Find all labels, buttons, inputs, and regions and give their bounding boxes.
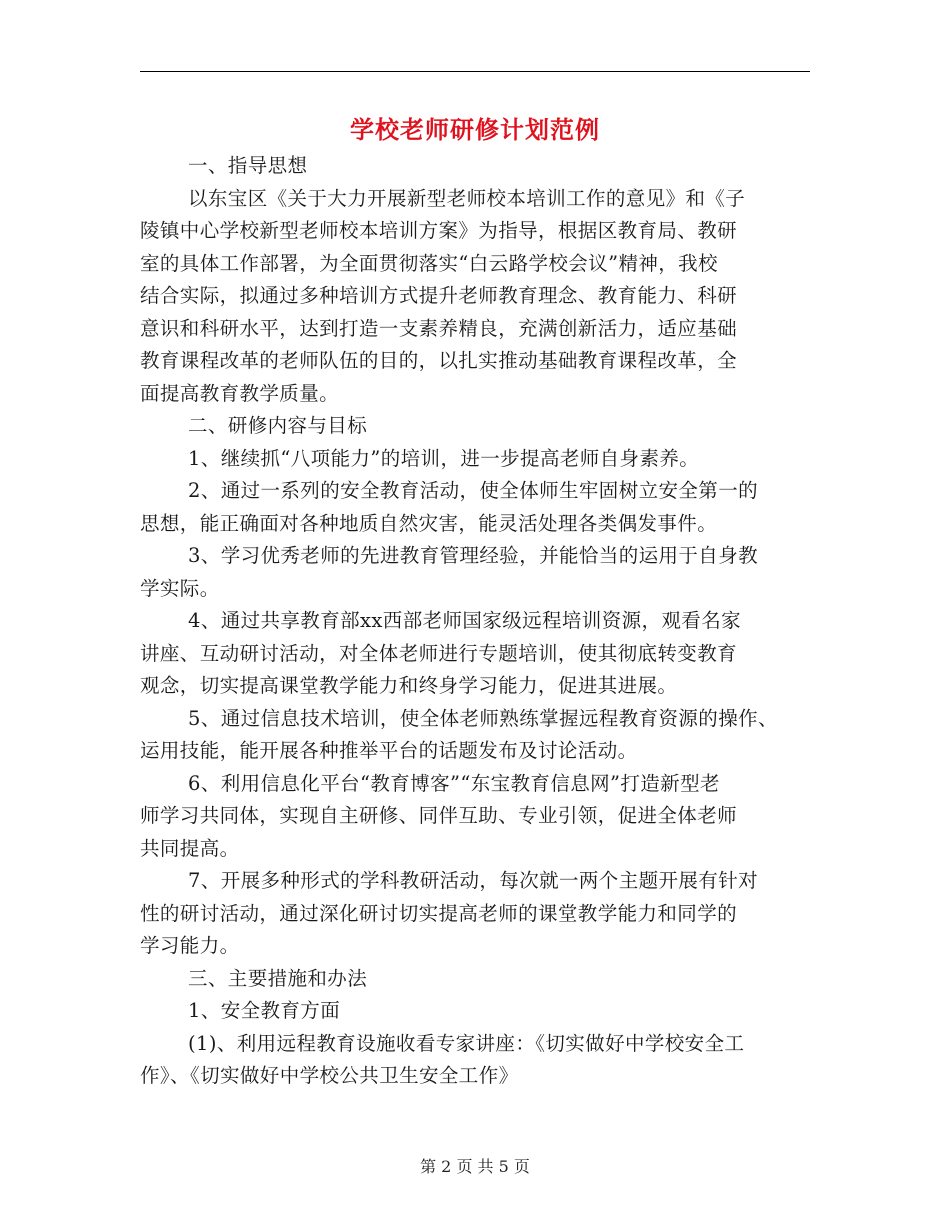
text-line: 共同提高。 xyxy=(140,836,240,860)
text-line: 学习能力。 xyxy=(140,934,240,957)
text-line: 一、指导思想 xyxy=(188,154,308,177)
document-title: 学校老师研修计划范例 xyxy=(350,115,600,144)
page-footer: 第 2 页 共 5 页 xyxy=(420,1157,530,1176)
text-line: 2、通过一系列的安全教育活动，使全体师生牢固树立安全第一的 xyxy=(188,479,759,502)
text-line: 讲座、互动研讨活动，对全体老师进行专题培训，使其彻底转变教育 xyxy=(140,641,738,665)
text-line: 意识和科研水平，达到打造一支素养精良，充满创新活力，适应基础 xyxy=(140,316,738,340)
text-line: 学实际。 xyxy=(140,576,220,600)
text-line: 观念，切实提高课堂教学能力和终身学习能力，促进其进展。 xyxy=(140,674,678,697)
text-line: 1、安全教育方面 xyxy=(188,999,341,1022)
text-line: 4、通过共享教育部xx西部老师国家级远程培训资源，观看名家 xyxy=(188,609,742,632)
text-line: 7、开展多种形式的学科教研活动，每次就一两个主题开展有针对 xyxy=(188,869,759,892)
text-line: 3、学习优秀老师的先进教育管理经验，并能恰当的运用于自身教 xyxy=(188,544,759,567)
text-line: 思想，能正确面对各种地质自然灾害，能灵活处理各类偶发事件。 xyxy=(140,511,718,535)
text-line: 三、主要措施和办法 xyxy=(188,966,368,990)
text-line: 1、继续抓“八项能力”的培训，进一步提高老师自身素养。 xyxy=(188,446,700,470)
text-line: 作》、《切实做好中学校公共卫生安全工作》 xyxy=(140,1064,519,1087)
text-line: 面提高教育教学质量。 xyxy=(140,381,340,405)
text-line: 结合实际，拟通过多种培训方式提升老师教育理念、教育能力、科研 xyxy=(140,284,738,307)
text-line: 以东宝区《关于大力开展新型老师校本培训工作的意见》和《子 xyxy=(188,186,746,210)
document-body xyxy=(140,150,810,1093)
text-line: 性的研讨活动，通过深化研讨切实提高老师的课堂教学能力和同学的 xyxy=(140,901,738,925)
text-line: 教育课程改革的老师队伍的目的，以扎实推动基础教育课程改革，全 xyxy=(140,349,738,372)
text-line: 运用技能，能开展各种推举平台的话题发布及讨论活动。 xyxy=(140,739,638,762)
header-rule xyxy=(140,71,810,72)
text-line: 6、利用信息化平台“教育博客”“东宝教育信息网”打造新型老 xyxy=(188,771,720,795)
text-line: 室的具体工作部署，为全面贯彻落实“白云路学校会议”精神，我校 xyxy=(140,251,718,275)
text-line: 二、研修内容与目标 xyxy=(188,414,368,437)
text-line: 师学习共同体，实现自主研修、同伴互助、专业引领，促进全体老师 xyxy=(140,804,738,827)
text-line: 5、通过信息技术培训，使全体老师熟练掌握远程教育资源的操作、 xyxy=(188,706,778,730)
text-line: 陵镇中心学校新型老师校本培训方案》为指导，根据区教育局、教研 xyxy=(140,219,738,242)
text-line: (1)、利用远程教育设施收看专家讲座：《切实做好中学校安全工 xyxy=(188,1031,745,1055)
